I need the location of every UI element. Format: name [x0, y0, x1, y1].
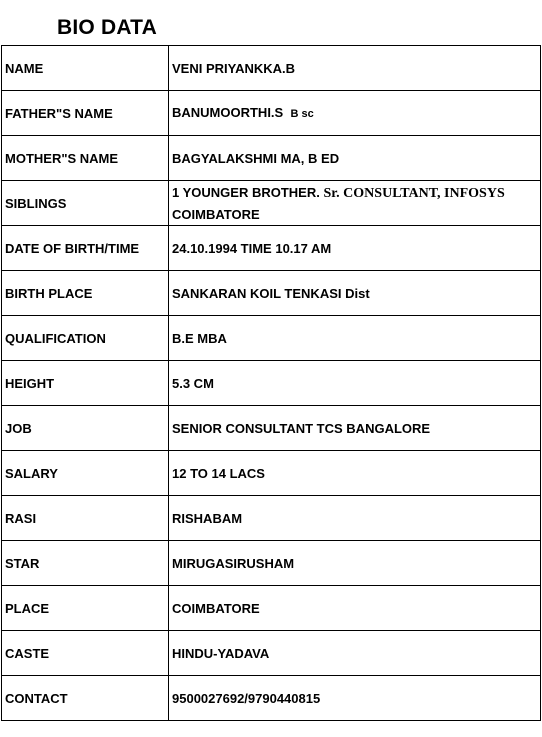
row-value-height: 5.3 CM [169, 361, 541, 406]
table-row-mothers-name [2, 136, 541, 181]
table-row-birth-place [2, 271, 541, 316]
row-label-name: NAME [2, 46, 169, 91]
table-row-name [2, 46, 541, 91]
row-label-date-of-birth: DATE OF BIRTH/TIME [2, 226, 169, 271]
fathers-degree-text: B sc [290, 107, 314, 120]
siblings-location-text: COIMBATORE [172, 206, 260, 222]
row-value-salary: 12 TO 14 LACS [169, 451, 541, 496]
row-value-siblings [169, 181, 541, 226]
row-label-star: STAR [2, 541, 169, 586]
row-value-caste: HINDU-YADAVA [169, 631, 541, 676]
row-label-siblings: SIBLINGS [2, 181, 169, 226]
row-label-rasi: RASI [2, 496, 169, 541]
row-value-fathers-name [169, 91, 541, 136]
table-row-fathers-name [2, 91, 541, 136]
row-value-job: SENIOR CONSULTANT TCS BANGALORE [169, 406, 541, 451]
table-row-date-of-birth [2, 226, 541, 271]
bio-data-table [1, 45, 541, 721]
row-value-rasi: RISHABAM [169, 496, 541, 541]
table-row-siblings [2, 181, 541, 226]
row-value-qualification: B.E MBA [169, 316, 541, 361]
row-value-star: MIRUGASIRUSHAM [169, 541, 541, 586]
row-label-height: HEIGHT [2, 361, 169, 406]
row-label-fathers-name: FATHER"S NAME [2, 91, 169, 136]
row-value-place: COIMBATORE [169, 586, 541, 631]
table-row-rasi [2, 496, 541, 541]
siblings-text: 1 YOUNGER BROTHER. [172, 184, 320, 200]
table-row-height [2, 361, 541, 406]
row-label-place: PLACE [2, 586, 169, 631]
row-label-birth-place: BIRTH PLACE [2, 271, 169, 316]
row-value-name: VENI PRIYANKKA.B [169, 46, 541, 91]
row-label-mothers-name: MOTHER"S NAME [2, 136, 169, 181]
table-row-contact [2, 676, 541, 721]
row-label-contact: CONTACT [2, 676, 169, 721]
table-row-star [2, 541, 541, 586]
table-row-job [2, 406, 541, 451]
table-row-place [2, 586, 541, 631]
row-value-contact: 9500027692/9790440815 [169, 676, 541, 721]
siblings-designation-text: Sr. CONSULTANT, INFOSYS [323, 185, 505, 201]
fathers-name-text: BANUMOORTHI.S [172, 104, 284, 120]
row-value-mothers-name: BAGYALAKSHMI MA, B ED [169, 136, 541, 181]
page-title: BIO DATA [57, 16, 157, 39]
row-label-caste: CASTE [2, 631, 169, 676]
row-label-job: JOB [2, 406, 169, 451]
row-label-salary: SALARY [2, 451, 169, 496]
table-row-caste [2, 631, 541, 676]
table-row-qualification [2, 316, 541, 361]
table-row-salary [2, 451, 541, 496]
row-value-date-of-birth: 24.10.1994 TIME 10.17 AM [169, 226, 541, 271]
row-label-qualification: QUALIFICATION [2, 316, 169, 361]
row-value-birth-place: SANKARAN KOIL TENKASI Dist [169, 271, 541, 316]
